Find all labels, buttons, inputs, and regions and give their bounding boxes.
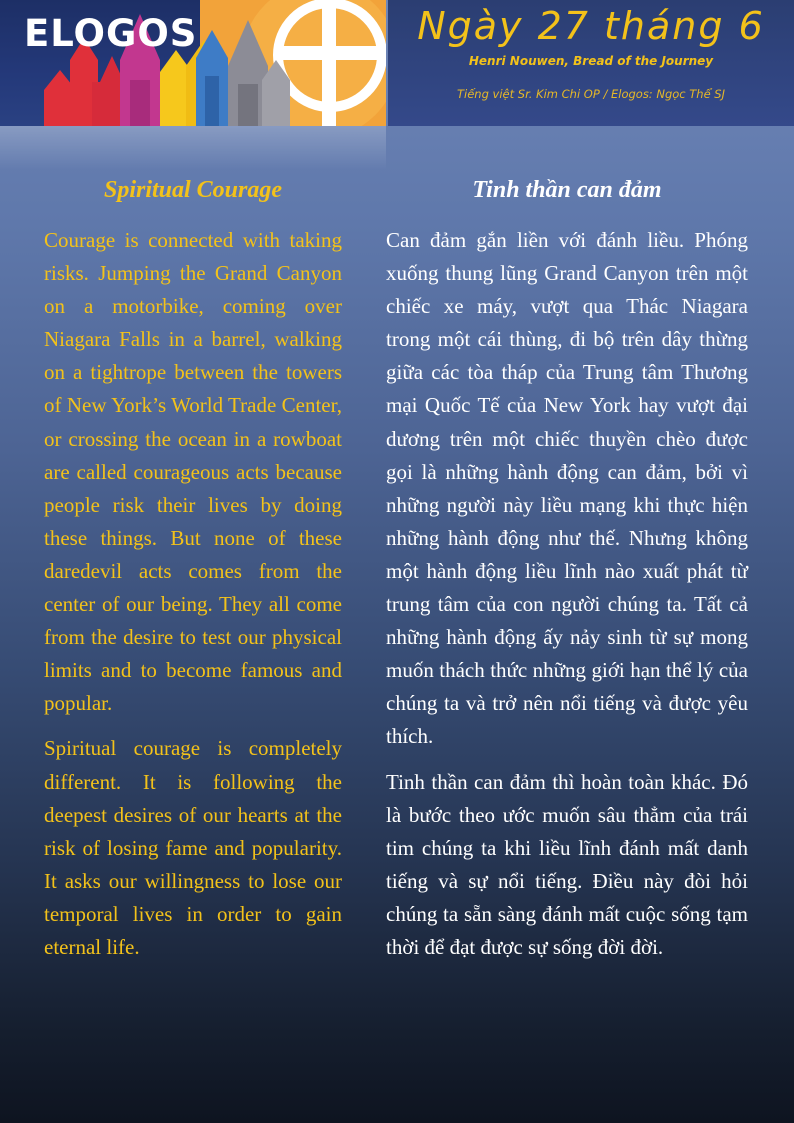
vietnamese-paragraph-2: Tinh thần can đảm thì hoàn toàn khác. Đó là bước theo ước muốn sâu thẳm của trái tim chúng ta khi liều lĩnh đánh mất danh tiếng và sự nổi tiếng. Điều này đòi hỏi chúng ta sẵn sàng đánh mất cuộc sống tạm thời để đạt được sự sống đời đời. <box>386 769 748 959</box>
page-date: Ngày 27 tháng 6 <box>417 4 765 48</box>
vietnamese-paragraph-1: Can đảm gắn liền với đánh liều. Phóng xuống thung lũng Grand Canyon trên một chiếc xe máy, vượt qua Thác Niagara trong một cái thùng, đi bộ trên dây thừng giữa các tòa tháp của Trung tâm Thương mại Quốc Tế của New York hay vượt đại dương trên một chiếc thuyền chèo được gọi là những hành động can đảm, bởi vì những người này liều mạng khi thực hiện những hành động như thế. Nhưng không một hành động liều lĩnh nào xuất phát từ trung tâm của con người chúng ta. Tất cả những hành động ấy nảy sinh từ sự mong muốn thách thức những giới hạn thể lý của chúng ta và trở nên nổi tiếng và được yêu thích. <box>386 228 748 749</box>
logo-banner <box>0 0 386 126</box>
source-credit: Henri Nouwen, Bread of the Journey <box>468 54 714 68</box>
logo-reflection <box>0 126 386 170</box>
page-header <box>0 0 794 150</box>
vietnamese-title: Tinh thần can đảm <box>472 177 662 203</box>
translator-credit: Tiếng việt Sr. Kim Chi OP / Elogos: Ngọc Thể SJ <box>456 87 725 101</box>
english-title: Spiritual Courage <box>103 177 283 203</box>
vietnamese-column <box>386 174 748 976</box>
english-paragraph-2: Spiritual courage is completely different. It is following the deepest desires of our hearts at the risk of losing fame and popularity. It asks our willingness to lose our temporal lives in order to gain eternal life. <box>44 736 342 959</box>
english-column <box>44 174 342 976</box>
title-banner <box>388 0 794 126</box>
elogos-logo: ELOGOS <box>24 12 198 55</box>
english-paragraph-1: Courage is connected with taking risks. Jumping the Grand Canyon on a motorbike, coming over Niagara Falls in a barrel, walking on a tightrope between the towers of New York’s World Trade Center, or crossing the ocean in a rowboat are called courageous acts because people risk their lives by doing these things. But none of these daredevil acts comes from the center of our being. They all come from the desire to test our physical limits and to become famous and popular. <box>44 228 342 716</box>
